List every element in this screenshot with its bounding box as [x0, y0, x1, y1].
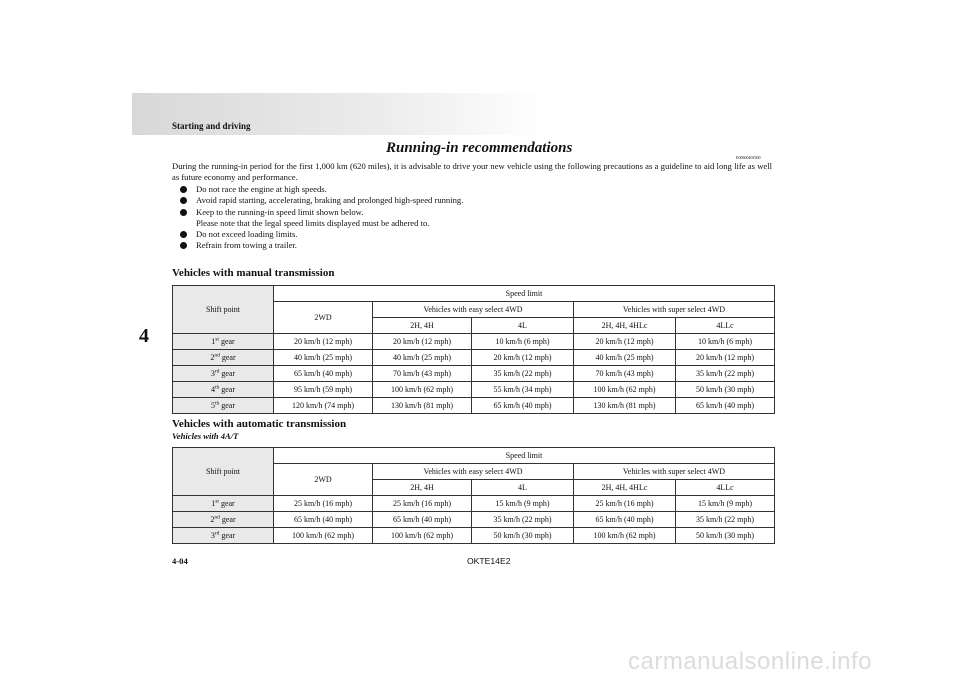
automatic-speed-table: [172, 447, 775, 544]
automatic-transmission-heading: Vehicles with automatic transmission: [172, 418, 347, 430]
list-item: Keep to the running-in speed limit shown below. Please note that the legal speed limits displayed must be adhered to.: [180, 207, 760, 230]
table-cell: 25 km/h (16 mph): [574, 496, 676, 512]
section-title: Starting and driving: [172, 121, 251, 131]
table-row: [173, 398, 775, 414]
page-heading: Running-in recommendations: [386, 140, 573, 156]
table-cell: 40 km/h (25 mph): [574, 350, 676, 366]
table-cell: 65 km/h (40 mph): [274, 366, 373, 382]
table-cell: 25 km/h (16 mph): [274, 496, 373, 512]
header-2wd: 2WD: [274, 464, 373, 496]
table-cell: 50 km/h (30 mph): [472, 528, 574, 544]
gear-label: 2nd gear: [173, 512, 274, 528]
manual-speed-table: [172, 285, 775, 414]
page-number: 4-04: [172, 556, 188, 566]
list-item: Do not exceed loading limits.: [180, 229, 760, 240]
table-cell: 25 km/h (16 mph): [373, 496, 472, 512]
header-shift-point: Shift point: [173, 286, 274, 334]
table-cell: 10 km/h (6 mph): [472, 334, 574, 350]
table-row: [173, 350, 775, 366]
table-cell: 65 km/h (40 mph): [274, 512, 373, 528]
header-mode: 4LLc: [676, 480, 775, 496]
reference-code: E00600402500: [736, 155, 761, 160]
gear-label: 3rd gear: [173, 366, 274, 382]
table-row: [173, 528, 775, 544]
header-2wd: 2WD: [274, 302, 373, 334]
table-cell: 130 km/h (81 mph): [574, 398, 676, 414]
list-item-note: Please note that the legal speed limits displayed must be adhered to.: [196, 217, 430, 228]
table-cell: 100 km/h (62 mph): [373, 528, 472, 544]
table-row: [173, 512, 775, 528]
table-cell: 15 km/h (9 mph): [472, 496, 574, 512]
table-cell: 55 km/h (34 mph): [472, 382, 574, 398]
intro-paragraph: During the running-in period for the first 1,000 km (620 miles), it is advisable to drive your new vehicle using the following precautions as a guideline to aid long life as well as future economy and performance.: [172, 161, 772, 182]
gear-label: 1st gear: [173, 334, 274, 350]
table-cell: 70 km/h (43 mph): [373, 366, 472, 382]
list-item: Do not race the engine at high speeds.: [180, 184, 760, 195]
table-cell: 10 km/h (6 mph): [676, 334, 775, 350]
gear-label: 3rd gear: [173, 528, 274, 544]
table-row: [173, 366, 775, 382]
header-mode: 4L: [472, 318, 574, 334]
chapter-tab-marker: 4: [139, 325, 149, 347]
gear-label: 2nd gear: [173, 350, 274, 366]
header-mode: 2H, 4H: [373, 318, 472, 334]
table-cell: 35 km/h (22 mph): [472, 512, 574, 528]
header-mode: 4LLc: [676, 318, 775, 334]
table-cell: 20 km/h (12 mph): [574, 334, 676, 350]
bullet-icon: [180, 197, 187, 204]
bullet-icon: [180, 242, 187, 249]
table-cell: 95 km/h (59 mph): [274, 382, 373, 398]
bullet-icon: [180, 231, 187, 238]
table-cell: 100 km/h (62 mph): [574, 528, 676, 544]
table-cell: 40 km/h (25 mph): [274, 350, 373, 366]
header-shift-point: Shift point: [173, 448, 274, 496]
table-cell: 65 km/h (40 mph): [676, 398, 775, 414]
header-mode: 4L: [472, 480, 574, 496]
table-cell: 130 km/h (81 mph): [373, 398, 472, 414]
bullet-icon: [180, 209, 187, 216]
table-cell: 20 km/h (12 mph): [472, 350, 574, 366]
table-cell: 120 km/h (74 mph): [274, 398, 373, 414]
table-cell: 40 km/h (25 mph): [373, 350, 472, 366]
table-cell: 35 km/h (22 mph): [676, 366, 775, 382]
gear-label: 1st gear: [173, 496, 274, 512]
table-cell: 100 km/h (62 mph): [274, 528, 373, 544]
precautions-list: [180, 184, 760, 252]
table-cell: 35 km/h (22 mph): [472, 366, 574, 382]
header-easy-select: Vehicles with easy select 4WD: [373, 464, 574, 480]
table-cell: 50 km/h (30 mph): [676, 382, 775, 398]
table-row: [173, 382, 775, 398]
table-cell: 100 km/h (62 mph): [373, 382, 472, 398]
table-cell: 50 km/h (30 mph): [676, 528, 775, 544]
header-super-select: Vehicles with super select 4WD: [574, 464, 775, 480]
list-item: Refrain from towing a trailer.: [180, 240, 760, 251]
header-speed-limit: Speed limit: [274, 448, 775, 464]
document-code: OKTE14E2: [467, 556, 511, 566]
header-easy-select: Vehicles with easy select 4WD: [373, 302, 574, 318]
header-mode: 2H, 4H, 4HLc: [574, 318, 676, 334]
header-mode: 2H, 4H, 4HLc: [574, 480, 676, 496]
bullet-icon: [180, 186, 187, 193]
gear-label: 4th gear: [173, 382, 274, 398]
table-cell: 65 km/h (40 mph): [472, 398, 574, 414]
watermark: carmanualsonline.info: [628, 648, 872, 675]
table-cell: 70 km/h (43 mph): [574, 366, 676, 382]
table-cell: 65 km/h (40 mph): [574, 512, 676, 528]
header-speed-limit: Speed limit: [274, 286, 775, 302]
table-cell: 15 km/h (9 mph): [676, 496, 775, 512]
table-cell: 65 km/h (40 mph): [373, 512, 472, 528]
table-cell: 20 km/h (12 mph): [676, 350, 775, 366]
gear-label: 5th gear: [173, 398, 274, 414]
table-cell: 20 km/h (12 mph): [373, 334, 472, 350]
header-super-select: Vehicles with super select 4WD: [574, 302, 775, 318]
table-row: [173, 496, 775, 512]
table-cell: 20 km/h (12 mph): [274, 334, 373, 350]
manual-transmission-heading: Vehicles with manual transmission: [172, 267, 335, 279]
list-item: Avoid rapid starting, accelerating, braking and prolonged high-speed running.: [180, 195, 760, 206]
automatic-subheading: Vehicles with 4A/T: [172, 431, 239, 441]
table-cell: 100 km/h (62 mph): [574, 382, 676, 398]
header-mode: 2H, 4H: [373, 480, 472, 496]
table-row: [173, 334, 775, 350]
table-cell: 35 km/h (22 mph): [676, 512, 775, 528]
